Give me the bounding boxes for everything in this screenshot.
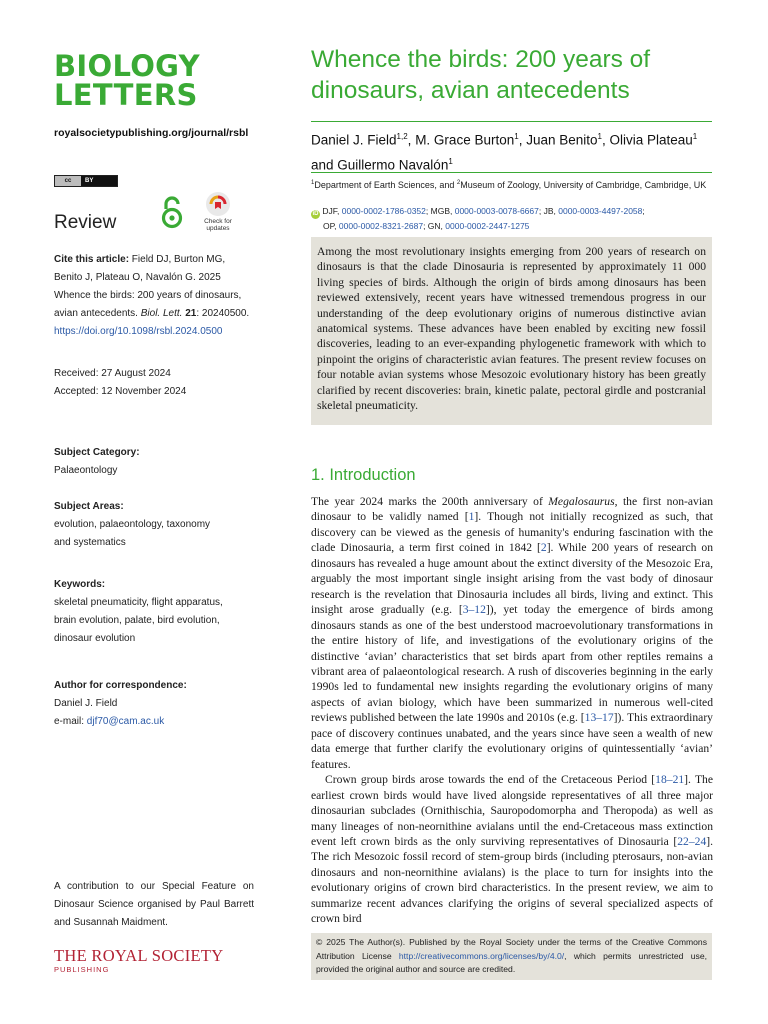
text-run: ]. The rich Mesozoic fossil record of stem-group birds (including pterosaurs, non-avian dinosaurs and non-neornithine avialans) is the place to turn for insights into the evolutionary origins of crown bird characteristics. In the present review, we aim to summarize recent advances clarifying the origins of several specialized aspects of crown bird: [311, 834, 713, 926]
orcid-link[interactable]: 0000-0002-2447-1275: [445, 221, 530, 231]
author-sep: ,: [518, 132, 527, 148]
authors-divider: [311, 172, 712, 173]
affiliation-text: Department of Earth Sciences, and: [314, 180, 457, 190]
keywords-block: [54, 576, 254, 648]
reference-link[interactable]: 2: [540, 541, 547, 555]
history-block: [54, 365, 254, 401]
reference-link[interactable]: 22–24: [677, 834, 707, 848]
special-feature-note: A contribution to our Special Feature on Dinosaur Science organised by Paul Barrett and Susannah Maidment.: [54, 881, 254, 928]
section-heading: 1. Introduction: [311, 466, 416, 484]
orcid-link[interactable]: 0000-0002-1786-0352: [341, 206, 426, 216]
correspondence-label: Author for correspondence:: [54, 680, 187, 691]
reference-link[interactable]: 13–17: [584, 711, 614, 725]
check-for-updates-button[interactable]: [199, 192, 237, 232]
journal-url[interactable]: royalsocietypublishing.org/journal/rsbl: [54, 127, 249, 139]
paragraph: [311, 494, 713, 772]
title-divider: [311, 121, 712, 122]
email-link[interactable]: djf70@cam.ac.uk: [86, 716, 165, 727]
orcid-link[interactable]: 0000-0003-4497-2058: [558, 206, 643, 216]
orcid-icon: iD: [312, 211, 319, 217]
text-run: ]). This extraordinary pace of discovery continues unabated, and the years since have seen a wealth of new data emerge that further clarify the evolutionary origins of quintessentially ‘avian’ features.: [311, 711, 713, 771]
cc-badge-right: BY: [85, 178, 94, 184]
subject-category-label: Subject Category:: [54, 447, 140, 458]
check-updates-label-2: updates: [206, 225, 230, 232]
open-access-icon: [159, 196, 185, 230]
journal-logo-line1: BIOLOGY: [54, 49, 200, 83]
text-run: The year 2024 marks the 200th anniversary of: [311, 495, 549, 508]
text-run: Crown group birds arose towards the end of the Cretaceous Period [: [325, 773, 656, 787]
affiliation-sup: 1: [311, 180, 315, 186]
orcid-label: MGB,: [430, 206, 455, 216]
journal-logo: [54, 49, 200, 112]
author-sup: 1: [597, 132, 602, 141]
email-label: e-mail:: [54, 716, 87, 727]
correspondence-name: Daniel J. Field: [54, 698, 118, 709]
author-sep: and: [311, 157, 338, 172]
taxon-name: Megalosaurus: [548, 495, 615, 508]
orcid-sep: ;: [538, 206, 544, 216]
orcid-label: JB,: [543, 206, 559, 216]
license-link[interactable]: http://creativecommons.org/licenses/by/4.0/: [398, 950, 565, 961]
check-updates-label-1: Check for: [204, 218, 232, 225]
subject-category-block: [54, 444, 254, 480]
affiliations: [311, 180, 713, 190]
reference-link[interactable]: 18–21: [655, 773, 685, 787]
orcid-label: OP,: [323, 221, 339, 231]
cite-pages: : 20240500.: [196, 308, 250, 319]
author[interactable]: Daniel J. Field: [311, 132, 397, 148]
author[interactable]: M. Grace Burton: [415, 132, 515, 148]
received-date: Received: 27 August 2024: [54, 368, 171, 379]
reference-link[interactable]: 1: [468, 510, 475, 524]
correspondence-block: [54, 677, 254, 731]
text-run: , the first non-avian dinosaur to be validly named [: [311, 495, 713, 524]
author-sup: 1: [692, 132, 698, 141]
orcid-link[interactable]: 0000-0002-8321-2687: [338, 221, 424, 231]
orcid-link[interactable]: 0000-0003-0078-6667: [454, 206, 539, 216]
orcid-sep: ;: [423, 221, 428, 231]
author-list: [311, 126, 713, 175]
cc-badge-left: cc: [55, 176, 81, 186]
cite-label: Cite this article:: [54, 254, 130, 265]
text-run: ]), yet today the emergence of birds among dinosaurs stands as one of the best understood macroevolutionary transformations in the entire history of life, and investigations of the evolutionary origins of the distinctive ‘avian’ characteristics that set birds apart from other reptiles remains a vibrant area of palaeontological research. A rush of discoveries beginning in the early 1990s led to fundamental new insights regarding the evolutionary origins of many aspects of avian biology, which have been summarized in numerous well-cited reviews published between the late 1990s and 2010s (e.g. [: [311, 603, 713, 725]
abstract-box: [311, 237, 712, 425]
affiliation-text: Museum of Zoology, University of Cambridge, Cambridge, UK: [460, 180, 707, 190]
keywords: skeletal pneumaticity, flight apparatus, brain evolution, palate, bird evolution, dinosaur evolution: [54, 597, 223, 644]
subject-areas: evolution, palaeontology, taxonomy and systematics: [54, 519, 211, 548]
author-sup: 1,2: [396, 132, 408, 141]
abstract-text: Among the most revolutionary insights emerging from 200 years of research on dinosaurs is that the clade Dinosauria is represented by approximately 11 000 living species of birds. Although the origin of birds among dinosaurs has been reviewed extensively, recent years have witnessed tremendous progress in our understanding of the deep evolutionary origins of numerous distinctive avian anatomical systems. These advances have been enabled by exciting new fossil discoveries, leading to an ever-expanding phylogenetic framework with which to pinpoint the origins of characteristic avian features. The present review focuses on four notable avian systems whose Mesozoic evolutionary history has been greatly clarified by recent discoveries: brain, kinetic palate, pectoral girdle and postcranial skeletal pneumaticity.: [317, 245, 706, 413]
subject-areas-block: [54, 498, 254, 552]
body-text: [311, 494, 713, 927]
citation-block: [54, 251, 254, 341]
text-run: ]. Though not initially recognized as such, that discovery can be viewed as the genesis of humanity's enduring fascination with the clade Dinosauria, a term first coined in 1842 [: [311, 510, 713, 555]
cite-text: Field DJ, Burton MG, Benito J, Plateau O, Navalón G. 2025 Whence the birds: 200 years of dinosaurs, avian antecedents.: [54, 254, 242, 319]
copyright-text: © 2025 The Author(s). Published by the Royal Society under the terms of the Creative Commons Attribution License: [316, 937, 707, 961]
cite-volume: 21: [185, 308, 197, 319]
paragraph: [311, 772, 713, 927]
keywords-label: Keywords:: [54, 579, 106, 590]
affiliation-sup: 2: [456, 180, 461, 186]
article-title: Whence the birds: 200 years of dinosaurs, avian antecedents: [311, 46, 651, 104]
orcid-list: [311, 204, 713, 233]
check-for-updates-icon: [206, 192, 230, 216]
royal-society-logo-sub: PUBLISHING: [54, 965, 110, 974]
orcid-sep: ;: [425, 206, 431, 216]
orcid-label: DJF,: [322, 206, 342, 216]
author-sup: 1: [448, 156, 453, 166]
author[interactable]: Guillermo Navalón: [337, 157, 449, 172]
royal-society-logo: THE ROYAL SOCIETY: [54, 946, 224, 965]
text-run: ]. While 200 years of research on dinosaurs has revealed a huge amount about the extinct diversity of the Mesozoic Era, arguably the most important single insight arising from the vast body of dinosaur research is the revelation that Dinosauria includes all birds, living and extinct. This insight arose gradually (e.g. [: [311, 541, 713, 617]
reference-link[interactable]: 3–12: [462, 603, 486, 617]
author[interactable]: Juan Benito: [526, 132, 598, 148]
author[interactable]: Olivia Plateau: [609, 132, 693, 148]
orcid-label: GN,: [427, 221, 446, 231]
author-sep: ,: [407, 132, 416, 148]
cite-doi-link[interactable]: https://doi.org/10.1098/rsbl.2024.0500: [54, 326, 223, 337]
copyright-text: , which permits unrestricted use, provided the original author and source are credited.: [316, 950, 707, 975]
text-run: ]. The earliest crown birds would have lived alongside representatives of all three major dinosaurian subclades (Ornithischia, Sauropodomorpha and Theropoda) as well as many lineages of non-neornithine avialans until the end-Cretaceous mass extinction event left crown birds as the only surviving representatives of Dinosauria [: [311, 773, 713, 848]
author-sup: 1: [514, 132, 519, 141]
copyright-box: [311, 933, 712, 980]
article-type: Review: [54, 212, 117, 233]
journal-logo-line2: LETTERS: [54, 78, 198, 112]
subject-category: Palaeontology: [54, 465, 118, 476]
accepted-date: Accepted: 12 November 2024: [54, 386, 187, 397]
cc-by-icon[interactable]: [54, 175, 118, 187]
author-sep: ,: [601, 132, 610, 148]
cite-journal: Biol. Lett.: [140, 308, 183, 319]
orcid-sep: ;: [642, 206, 645, 216]
subject-areas-label: Subject Areas:: [54, 501, 124, 512]
